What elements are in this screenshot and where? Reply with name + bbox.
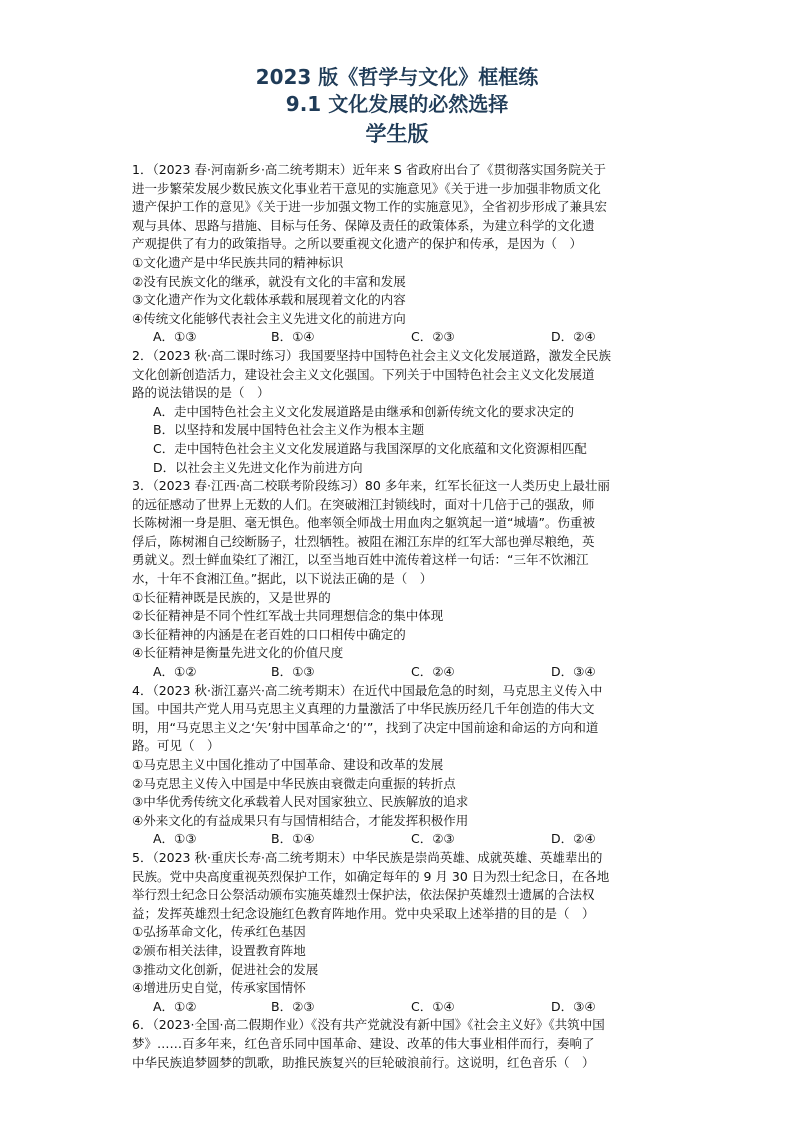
statement-item: ①马克思主义中国化推动了中国革命、建设和改革的发展 bbox=[132, 757, 444, 772]
option-d: D．以社会主义先进文化作为前进方向 bbox=[153, 459, 363, 475]
statement-item: ①弘扬革命文化，传承红色基因 bbox=[132, 924, 306, 940]
option-a: A．①② bbox=[153, 998, 197, 1014]
question-stem-line: 长陈树湘一身是胆、毫无惧色。他率领全师战士用血肉之躯筑起一道“城墙”。伤重被 bbox=[132, 515, 595, 531]
question-stem-line: 明，用“马克思主义之‘矢’射中国革命之‘的’”，找到了决定中国前途和命运的方向和道 bbox=[132, 719, 599, 735]
question-5 bbox=[132, 849, 662, 1016]
option-b: B．②③ bbox=[271, 998, 315, 1014]
question-stem-line: 益；发挥英雄烈士纪念设施红色教育阵地作用。党中央采取上述举措的目的是（ ） bbox=[132, 905, 595, 921]
option-a: A．①② bbox=[153, 664, 197, 680]
option-d: D．③④ bbox=[551, 664, 596, 680]
statement-item: ②长征精神是不同个性红军战士共同理想信念的集中体现 bbox=[132, 608, 444, 624]
answer-options bbox=[132, 830, 662, 849]
statement-item: ②颁布相关法律，设置教育阵地 bbox=[132, 942, 306, 958]
edition-label: 学生版 bbox=[365, 122, 429, 146]
statement-item: ④外来文化的有益成果只有与国情相结合，才能发挥积极作用 bbox=[132, 812, 469, 828]
option-c: C．②③ bbox=[411, 329, 455, 345]
document-title: 2023 版《哲学与文化》框框练 bbox=[255, 65, 539, 89]
option-b: B．以坚持和发展中国特色社会主义作为根本主题 bbox=[153, 422, 425, 438]
question-stem-line: 水，十年不食湘江鱼。”据此，以下说法正确的是（ ） bbox=[132, 571, 433, 587]
question-stem-line: 观与具体、思路与措施、目标与任务、保障及责任的政策体系，为建立科学的文化遗 bbox=[132, 217, 595, 233]
question-stem-line: 的远征感动了世界上无数的人们。在突破湘江封锁线时，面对十几倍于己的强敌，师 bbox=[132, 496, 595, 512]
option-d: D．②④ bbox=[551, 329, 596, 345]
statement-item: ③推动文化创新，促进社会的发展 bbox=[132, 961, 319, 977]
option-a: A．①③ bbox=[153, 329, 197, 345]
statement-item: ④传统文化能够代表社会主义先进文化的前进方向 bbox=[132, 310, 406, 326]
question-stem-line: 4．（2023 秋·浙江嘉兴·高二统考期末）在近代中国最危急的时刻，马克思主义传入中 bbox=[132, 682, 603, 698]
question-3 bbox=[132, 477, 662, 682]
question-4 bbox=[132, 682, 662, 849]
statement-item: ③中华优秀传统文化承载着人民对国家独立、民族解放的追求 bbox=[132, 794, 469, 810]
statement-item: ②没有民族文化的继承，就没有文化的丰富和发展 bbox=[132, 273, 406, 289]
question-stem-line: 俘后，陈树湘自己绞断肠子，壮烈牺牲。被阻在湘江东岸的红军大部也弹尽粮绝，英 bbox=[132, 533, 595, 549]
option-b: B．①④ bbox=[271, 831, 315, 847]
option-d: D．③④ bbox=[551, 998, 596, 1014]
question-stem-line: 6．（2023·全国·高二假期作业）《没有共产党就没有新中国》《社会主义好》《共筑中国 bbox=[132, 1017, 605, 1033]
question-stem-line: 举行烈士纪念日公祭活动颁布实施英雄烈士保护法，依法保护英雄烈士遗属的合法权 bbox=[132, 887, 595, 903]
question-stem-line: 中华民族追梦圆梦的凯歌，助推民族复兴的巨轮破浪前行。这说明，红色音乐（ ） bbox=[132, 1054, 595, 1070]
question-stem-line: 国。中国共产党人用马克思主义真理的力量激活了中华民族历经几千年创造的伟大文 bbox=[132, 701, 595, 717]
question-stem-line: 2．（2023 秋·高二课时练习）我国要坚持中国特色社会主义文化发展道路，激发全民族 bbox=[132, 347, 611, 363]
option-a: A．①③ bbox=[153, 831, 197, 847]
option-b: B．①③ bbox=[271, 664, 315, 680]
question-stem-line: 遗产保护工作的意见》《关于进一步加强文物工作的实施意见》，全省初步形成了兼具宏 bbox=[132, 199, 608, 215]
question-6 bbox=[132, 1016, 662, 1072]
question-stem-line: 1．（2023 春·河南新乡·高二统考期末）近年来 S 省政府出台了《贯彻落实国务院关于 bbox=[132, 162, 606, 177]
statement-item: ②马克思主义传入中国是中华民族由衰微走向重振的转折点 bbox=[132, 775, 456, 791]
question-stem-line: 文化创新创造活力，建设社会主义文化强国。下列关于中国特色社会主义文化发展道 bbox=[132, 366, 595, 382]
statement-item: ①长征精神既是民族的，又是世界的 bbox=[132, 589, 331, 605]
answer-options bbox=[132, 663, 662, 682]
statement-item: ④长征精神是衡量先进文化的价值尺度 bbox=[132, 645, 344, 661]
section-title: 9.1 文化发展的必然选择 bbox=[285, 92, 509, 116]
question-stem-line: 路。可见（ ） bbox=[132, 738, 220, 754]
statement-item: ③文化遗产作为文化载体承载和展现着文化的内容 bbox=[132, 292, 406, 308]
question-1 bbox=[132, 161, 662, 347]
statement-item: ③长征精神的内涵是在老百姓的口口相传中确定的 bbox=[132, 626, 406, 642]
question-stem-line: 路的说法错误的是（ ） bbox=[132, 385, 270, 401]
question-stem-line: 产观提供了有力的政策指导。之所以要重视文化遗产的保护和传承，是因为（ ） bbox=[132, 236, 583, 252]
option-d: D．②④ bbox=[551, 831, 596, 847]
option-c: C．走中国特色社会主义文化发展道路与我国深厚的文化底蕴和文化资源相匹配 bbox=[153, 440, 587, 456]
statement-item: ④增进历史自觉，传承家国情怀 bbox=[132, 980, 306, 996]
option-b: B．①④ bbox=[271, 329, 315, 345]
answer-options bbox=[132, 998, 662, 1017]
question-2 bbox=[132, 347, 662, 477]
option-c: C．②③ bbox=[411, 831, 455, 847]
option-c: C．①④ bbox=[411, 998, 455, 1014]
option-a: A．走中国特色社会主义文化发展道路是由继承和创新传统文化的要求决定的 bbox=[153, 403, 575, 419]
question-stem-line: 进一步繁荣发展少数民族文化事业若干意见的实施意见》《关于进一步加强非物质文化 bbox=[132, 180, 601, 196]
question-stem-line: 民族。党中央高度重视英烈保护工作，如确定每年的 9 月 30 日为烈士纪念日，在各地 bbox=[132, 868, 610, 884]
question-stem-line: 勇就义。烈士鲜血染红了湘江，以至当地百姓中流传着这样一句话：“三年不饮湘江 bbox=[132, 552, 589, 568]
answer-options bbox=[132, 328, 662, 347]
statement-item: ①文化遗产是中华民族共同的精神标识 bbox=[132, 254, 344, 270]
option-c: C．②④ bbox=[411, 664, 455, 680]
question-stem-line: 3．（2023 春·江西·高二校联考阶段练习）80 多年来，红军长征这一人类历史上最壮丽 bbox=[132, 478, 610, 494]
question-stem-line: 梦》……百多年来，红色音乐同中国革命、建设、改革的伟大事业相伴而行，奏响了 bbox=[132, 1035, 595, 1051]
document-header bbox=[0, 64, 794, 148]
question-stem-line: 5．（2023 秋·重庆长寿·高二统考期末）中华民族是崇尚英雄、成就英雄、英雄辈出的 bbox=[132, 849, 603, 865]
question-list bbox=[132, 161, 662, 1070]
